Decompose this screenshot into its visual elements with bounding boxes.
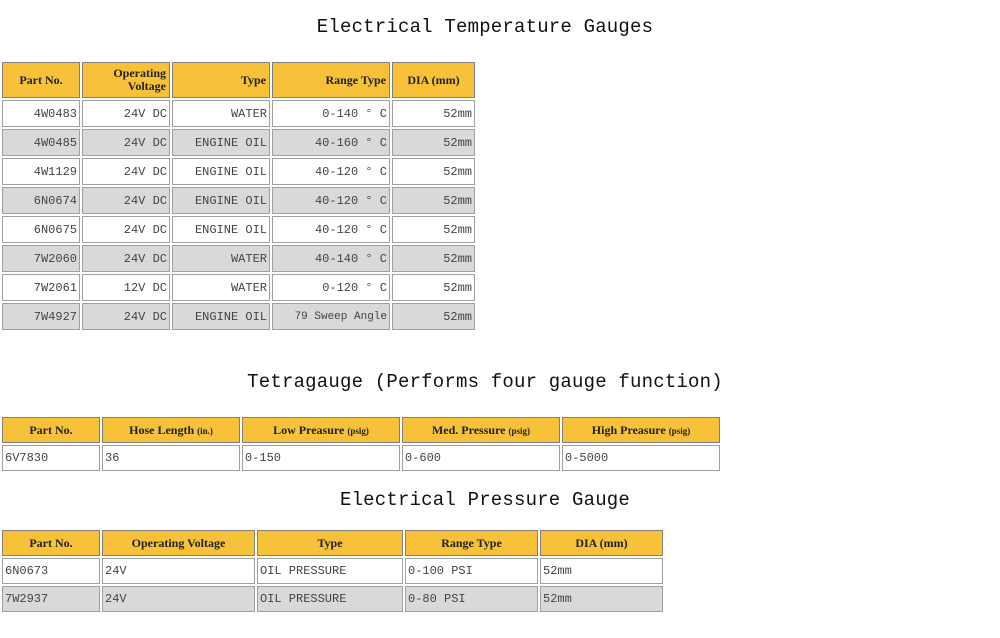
header-hose-unit: (in.) bbox=[197, 425, 213, 436]
table-header-row bbox=[2, 417, 720, 443]
cell-range: 0-140 ° C bbox=[272, 100, 390, 127]
table-row bbox=[2, 586, 663, 612]
header-part-no: Part No. bbox=[2, 417, 100, 443]
header-hose-label: Hose Length bbox=[129, 422, 195, 437]
cell-part: 4W0483 bbox=[2, 100, 80, 127]
cell-part: 4W1129 bbox=[2, 158, 80, 185]
cell-type: ENGINE OIL bbox=[172, 129, 270, 156]
cell-voltage: 24V DC bbox=[82, 245, 170, 272]
cell-range: 40-120 ° C bbox=[272, 158, 390, 185]
cell-high: 0-5000 bbox=[562, 445, 720, 471]
cell-part: 6N0674 bbox=[2, 187, 80, 214]
cell-part: 7W2061 bbox=[2, 274, 80, 301]
cell-voltage: 24V bbox=[102, 558, 255, 584]
cell-part: 6V7830 bbox=[2, 445, 100, 471]
cell-voltage: 24V DC bbox=[82, 216, 170, 243]
cell-part: 6N0675 bbox=[2, 216, 80, 243]
cell-type: ENGINE OIL bbox=[172, 158, 270, 185]
header-med-pressure bbox=[402, 417, 560, 443]
header-voltage-line1: Operating bbox=[113, 66, 166, 80]
cell-range: 0-120 ° C bbox=[272, 274, 390, 301]
cell-part: 6N0673 bbox=[2, 558, 100, 584]
cell-type: OIL PRESSURE bbox=[257, 558, 403, 584]
header-high-pressure bbox=[562, 417, 720, 443]
cell-dia: 52mm bbox=[392, 274, 475, 301]
cell-med: 0-600 bbox=[402, 445, 560, 471]
cell-dia: 52mm bbox=[392, 303, 475, 330]
cell-low: 0-150 bbox=[242, 445, 400, 471]
cell-type: WATER bbox=[172, 100, 270, 127]
cell-range: 40-120 ° C bbox=[272, 216, 390, 243]
tetragauge-table bbox=[0, 415, 722, 473]
pressure-gauge-table bbox=[0, 528, 665, 614]
cell-dia: 52mm bbox=[392, 245, 475, 272]
cell-range: 79 Sweep Angle bbox=[272, 303, 390, 330]
cell-type: OIL PRESSURE bbox=[257, 586, 403, 612]
cell-range: 40-160 ° C bbox=[272, 129, 390, 156]
table-row bbox=[2, 187, 475, 214]
cell-dia: 52mm bbox=[392, 100, 475, 127]
table-row bbox=[2, 558, 663, 584]
cell-voltage: 24V DC bbox=[82, 100, 170, 127]
header-high-unit: (psig) bbox=[668, 425, 691, 436]
cell-part: 7W2937 bbox=[2, 586, 100, 612]
cell-voltage: 24V DC bbox=[82, 158, 170, 185]
cell-part: 7W4927 bbox=[2, 303, 80, 330]
header-dia: DIA (mm) bbox=[392, 62, 475, 98]
cell-range: 0-100 PSI bbox=[405, 558, 538, 584]
cell-voltage: 24V DC bbox=[82, 129, 170, 156]
cell-dia: 52mm bbox=[540, 586, 663, 612]
table-row bbox=[2, 245, 475, 272]
header-dia: DIA (mm) bbox=[540, 530, 663, 556]
table-row bbox=[2, 129, 475, 156]
cell-voltage: 24V DC bbox=[82, 303, 170, 330]
cell-range: 0-80 PSI bbox=[405, 586, 538, 612]
cell-part: 7W2060 bbox=[2, 245, 80, 272]
cell-dia: 52mm bbox=[540, 558, 663, 584]
cell-type: ENGINE OIL bbox=[172, 216, 270, 243]
cell-voltage: 24V DC bbox=[82, 187, 170, 214]
cell-range: 40-120 ° C bbox=[272, 187, 390, 214]
header-operating-voltage bbox=[82, 62, 170, 98]
table-row bbox=[2, 158, 475, 185]
header-range-type: Range Type bbox=[272, 62, 390, 98]
cell-type: ENGINE OIL bbox=[172, 303, 270, 330]
header-type: Type bbox=[257, 530, 403, 556]
cell-range: 40-140 ° C bbox=[272, 245, 390, 272]
table-row bbox=[2, 303, 475, 330]
header-hose-length bbox=[102, 417, 240, 443]
header-low-pressure bbox=[242, 417, 400, 443]
header-med-label: Med. Pressure bbox=[431, 422, 506, 437]
header-type: Type bbox=[172, 62, 270, 98]
header-low-label: Low Preasure bbox=[273, 422, 345, 437]
cell-voltage: 12V DC bbox=[82, 274, 170, 301]
cell-type: ENGINE OIL bbox=[172, 187, 270, 214]
cell-voltage: 24V bbox=[102, 586, 255, 612]
header-voltage-line2: Voltage bbox=[127, 79, 166, 93]
header-range-type: Range Type bbox=[405, 530, 538, 556]
table-header-row bbox=[2, 62, 475, 98]
section-title-pressure: Electrical Pressure Gauge bbox=[339, 489, 631, 511]
table-row bbox=[2, 445, 720, 471]
section-title-tetragauge: Tetragauge (Performs four gauge function) bbox=[247, 371, 723, 393]
cell-type: WATER bbox=[172, 274, 270, 301]
cell-dia: 52mm bbox=[392, 158, 475, 185]
table-row bbox=[2, 100, 475, 127]
temperature-gauges-table bbox=[0, 60, 477, 332]
cell-dia: 52mm bbox=[392, 187, 475, 214]
cell-type: WATER bbox=[172, 245, 270, 272]
header-high-label: High Preasure bbox=[591, 422, 666, 437]
header-low-unit: (psig) bbox=[347, 425, 369, 436]
cell-hose: 36 bbox=[102, 445, 240, 471]
section-title-temperature: Electrical Temperature Gauges bbox=[316, 16, 654, 38]
header-part-no: Part No. bbox=[2, 62, 80, 98]
cell-dia: 52mm bbox=[392, 216, 475, 243]
header-med-unit: (psig) bbox=[508, 425, 531, 436]
table-header-row bbox=[2, 530, 663, 556]
cell-dia: 52mm bbox=[392, 129, 475, 156]
header-part-no: Part No. bbox=[2, 530, 100, 556]
header-operating-voltage: Operating Voltage bbox=[102, 530, 255, 556]
cell-part: 4W0485 bbox=[2, 129, 80, 156]
table-row bbox=[2, 274, 475, 301]
table-row bbox=[2, 216, 475, 243]
